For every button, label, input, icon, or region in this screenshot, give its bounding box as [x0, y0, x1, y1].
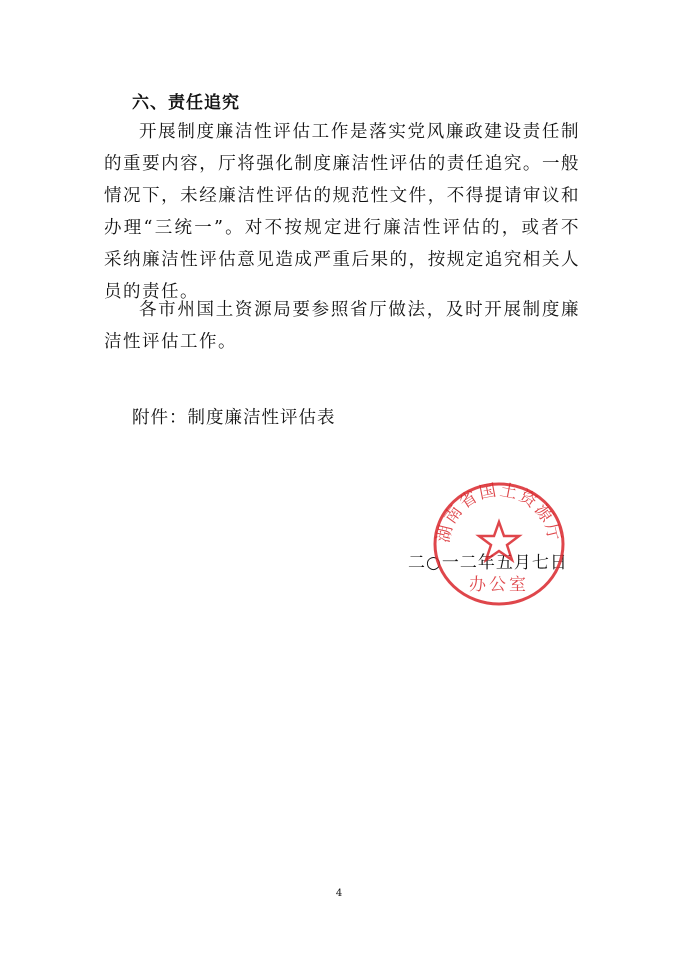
seal-ring-text: 湖南省国土资源厅 — [433, 480, 565, 545]
official-seal — [424, 478, 574, 608]
seal-star-icon — [479, 522, 519, 560]
seal-bottom-text: 办公室 — [469, 575, 529, 595]
svg-text:湖南省国土资源厅 — [434, 480, 565, 544]
paragraph-responsibility: 开展制度廉洁性评估工作是落实党风廉政建设责任制的重要内容，厅将强化制度廉洁性评估的责任追究。一般情况下，未经廉洁性评估的规范性文件，不得提请审议和办理“三统一”。对不按规定进行廉洁性评估的，或者不采纳廉洁性评估意见造成严重后果的，按规定追究相关人员的责任。 — [104, 122, 580, 302]
section-heading: 六、责任追究 — [132, 93, 240, 113]
paragraph-city-bureaus: 各市州国土资源局要参照省厅做法，及时开展制度廉洁性评估工作。 — [104, 300, 580, 352]
issue-date: 二○一二年五月七日 — [408, 553, 568, 573]
attachment-line: 附件：制度廉洁性评估表 — [132, 408, 336, 428]
page-number: 4 — [335, 888, 343, 899]
